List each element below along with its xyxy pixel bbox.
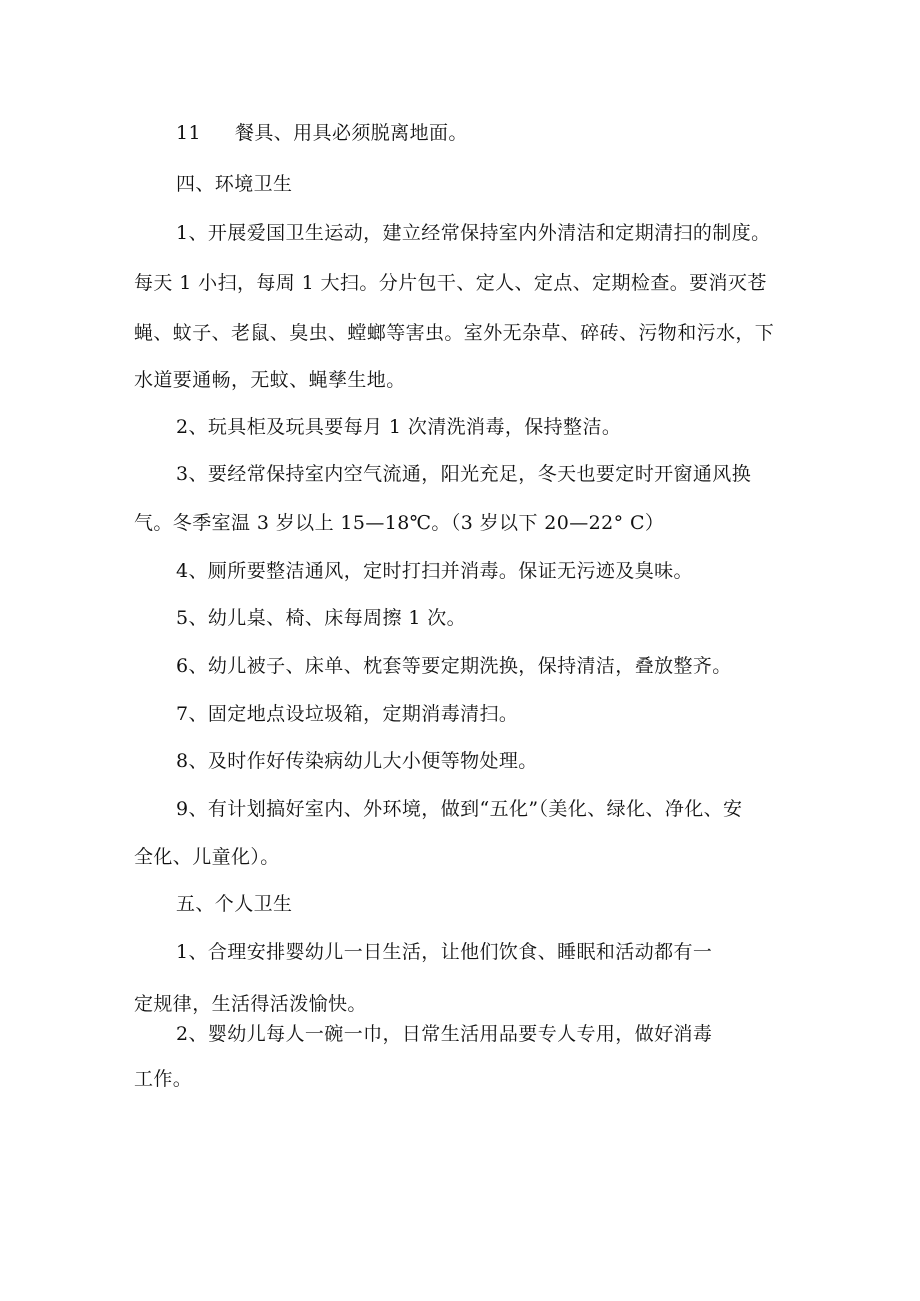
paragraph-line: 工作。 — [134, 1068, 193, 1090]
paragraph-line: 6、幼儿被子、床单、枕套等要定期洗换，保持清洁，叠放整齐。 — [176, 655, 732, 677]
item-11 — [176, 121, 468, 145]
section-heading-environment-hygiene: 四、环境卫生 — [176, 173, 293, 195]
paragraph-line: 2、婴幼儿每人一碗一巾，日常生活用品要专人专用，做好消毒 — [176, 1023, 713, 1045]
paragraph-line: 5、幼儿桌、椅、床每周擦 1 次。 — [176, 607, 467, 629]
item-number: 11 — [176, 122, 201, 144]
paragraph-line: 水道要通畅，无蚊、蝇孳生地。 — [134, 369, 406, 391]
paragraph-line: 9、有计划搞好室内、外环境，做到“五化”（美化、绿化、净化、安 — [176, 798, 743, 820]
paragraph-line: 2、玩具柜及玩具要每月 1 次清洗消毒，保持整洁。 — [176, 416, 622, 438]
item-text: 餐具、用具必须脱离地面。 — [234, 122, 468, 144]
paragraph-line: 蝇、蚊子、老鼠、臭虫、螳螂等害虫。室外无杂草、碎砖、污物和污水，下 — [134, 322, 775, 344]
paragraph-line: 1、合理安排婴幼儿一日生活，让他们饮食、睡眠和活动都有一 — [176, 941, 713, 963]
section-heading-personal-hygiene: 五、个人卫生 — [176, 893, 293, 915]
paragraph-line: 1、开展爱国卫生运动，建立经常保持室内外清洁和定期清扫的制度。 — [176, 222, 771, 244]
paragraph-line: 4、厕所要整洁通风，定时打扫并消毒。保证无污迹及臭味。 — [176, 560, 693, 582]
paragraph-line: 全化、儿童化）。 — [134, 846, 280, 868]
paragraph-line: 8、及时作好传染病幼儿大小便等物处理。 — [176, 750, 538, 772]
paragraph-line: 气。冬季室温 3 岁以上 15—18℃。（3 岁以下 20—22° C） — [134, 512, 665, 534]
paragraph-line: 3、要经常保持室内空气流通，阳光充足，冬天也要定时开窗通风换 — [176, 463, 752, 485]
paragraph-line: 7、固定地点设垃圾箱，定期消毒清扫。 — [176, 703, 519, 725]
paragraph-line: 定规律，生活得活泼愉快。 — [134, 993, 367, 1015]
paragraph-line: 每天 1 小扫，每周 1 大扫。分片包干、定人、定点、定期检查。要消灭苍 — [134, 272, 767, 294]
